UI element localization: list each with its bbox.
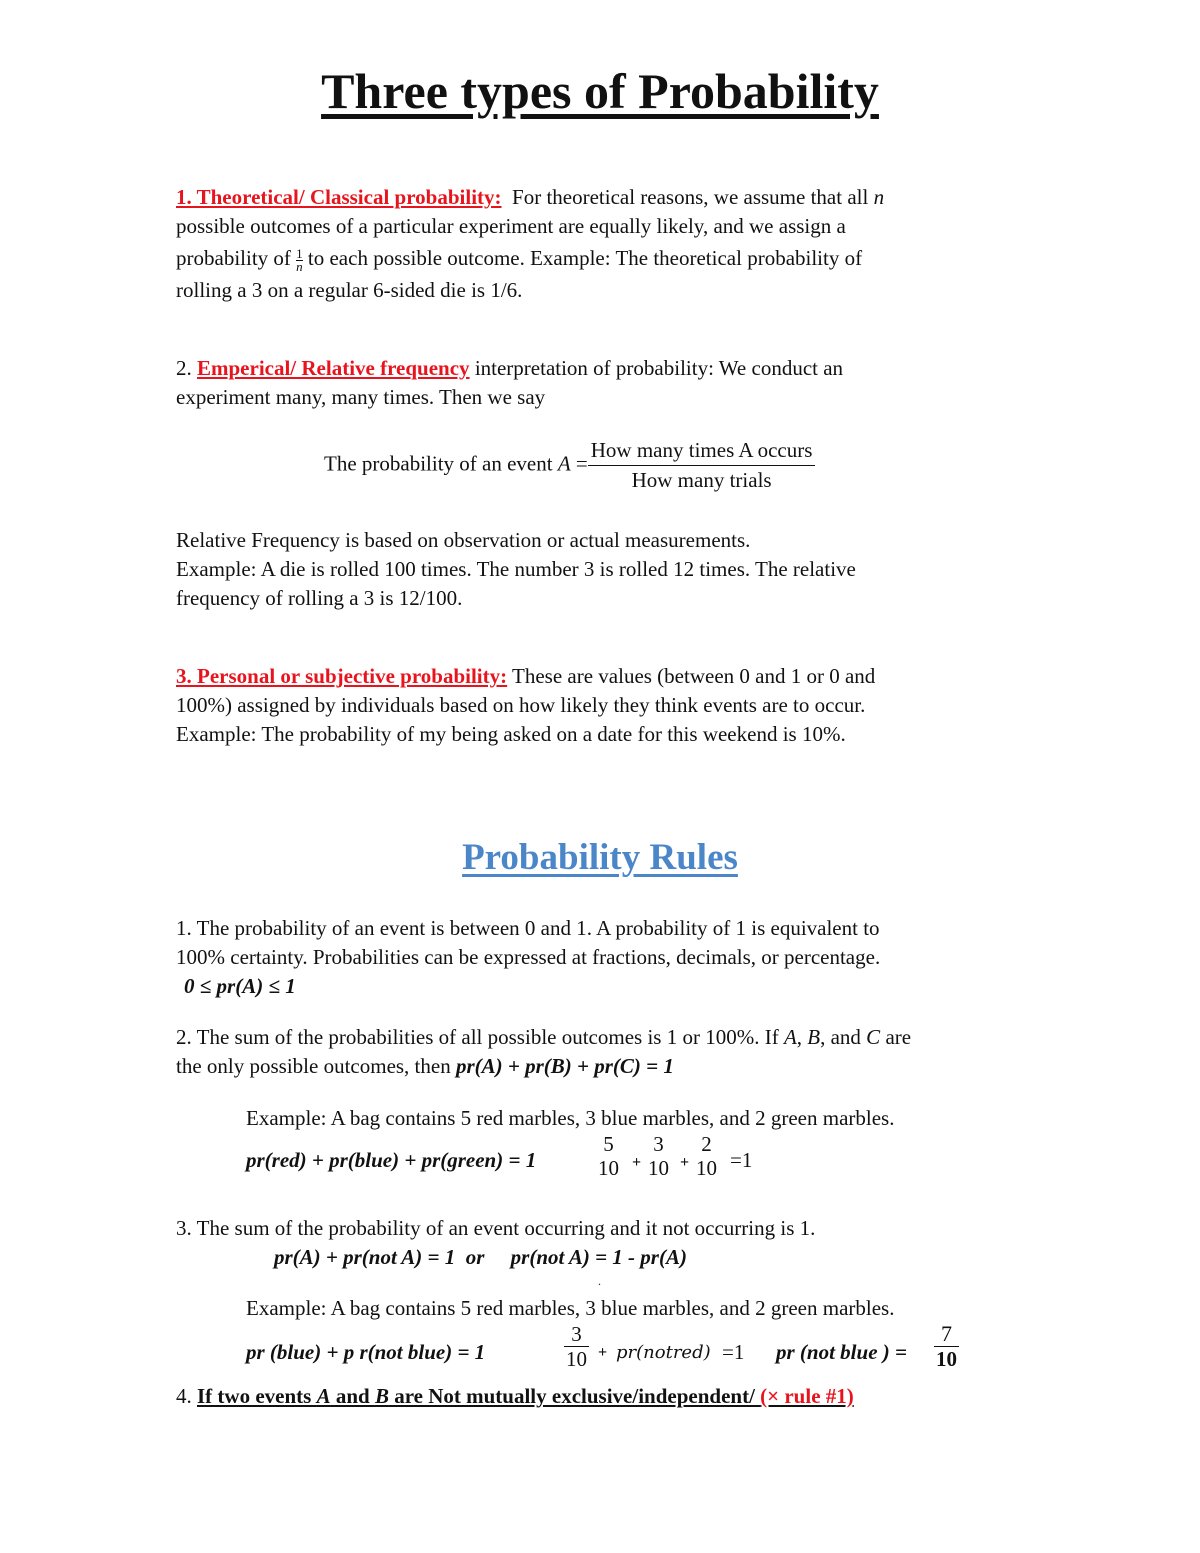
rule-4: 4. If two events A and B are Not mutually exclusive/independent/ (× rule #1) (176, 1384, 854, 1408)
rule-1 (176, 914, 1056, 1001)
rule-3 (176, 1214, 1056, 1272)
rule-1-formula: 0 ≤ pr(A) ≤ 1 (184, 974, 296, 998)
empirical-line-3: Relative Frequency is based on observation or actual measurements. (176, 528, 751, 552)
theoretical-line-3b: to each possible outcome. Example: The theoretical probability of (302, 246, 863, 270)
variable-n: n (873, 185, 885, 209)
empirical-line-4: Example: A die is rolled 100 times. The number 3 is rolled 12 times. The relative (176, 557, 856, 581)
rule-2: 2. The sum of the probabilities of all possible outcomes is 1 or 100%. If A, B, and C are the only possible outcomes, then pr(A) + pr(B) + pr(C) = 1 (176, 1025, 912, 1078)
rule-3-formula: pr(A) + pr(not A) = 1 or pr(not A) = 1 - pr(A) (274, 1245, 687, 1269)
fraction-3-10-b: $\frac{3}{10}$ (566, 1322, 587, 1371)
theoretical-line-3a: probability of (176, 246, 297, 270)
empirical-details (176, 526, 1036, 613)
rule-1-line-2: 100% certainty. Probabilities can be expressed at fractions, decimals, or percentage. (176, 945, 881, 969)
subjective-heading: 3. Personal or subjective probability: (176, 664, 508, 688)
theoretical-line-2: possible outcomes of a particular experiment are equally likely, and we assign a (176, 214, 846, 238)
fraction-one-over-n: $\frac{1}{n}$ (296, 245, 303, 274)
relative-frequency-formula: The probability of an event A = $\frac{\text{How many times A occurs}}{\text{How many trials}}$ (324, 436, 924, 495)
theoretical-heading: 1. Theoretical/ Classical probability: (176, 185, 502, 209)
fraction-7-10: $\frac{7}{10}$ (936, 1321, 957, 1371)
rule-3-line-1: 3. The sum of the probability of an event occurring and it not occurring is 1. (176, 1216, 816, 1240)
empirical-line-2: experiment many, many times. Then we say (176, 385, 546, 409)
rule-3-example-formula: pr (blue) + p r(not blue) = 1 $\frac{3}{10}$ + pr(notred) =1 pr (not blue ) = $\frac{7}{10}$ (246, 1321, 957, 1371)
rule-2-example-formula: pr(red) + pr(blue) + pr(green) = 1 5 10 + 3 10 + 2 10 =1 (246, 1132, 753, 1180)
rule-2-formula: pr(A) + pr(B) + pr(C) = 1 (455, 1054, 674, 1078)
subjective-line-3: Example: The probability of my being asked on a date for this weekend is 10%. (176, 722, 846, 746)
theoretical-line-4: rolling a 3 on a regular 6-sided die is 1/6. (176, 278, 523, 302)
fraction-3-10: 3 10 (648, 1132, 669, 1180)
subjective-line-1: These are values (between 0 and 1 or 0 and (507, 664, 876, 688)
page-title: Three types of Probability (321, 63, 879, 119)
rule-4-red-note: (× rule #1) (760, 1384, 854, 1408)
section-theoretical (176, 183, 1036, 305)
section-empirical: 2. Emperical/ Relative frequency interpretation of probability: We conduct an experiment many, many times. Then we say (176, 354, 1036, 412)
rules-title: Probability Rules (462, 837, 738, 878)
empirical-line-1: interpretation of probability: We conduct an (469, 356, 844, 380)
theoretical-line-1: For theoretical reasons, we assume that all (512, 185, 874, 209)
stray-dot: . (598, 1274, 601, 1288)
rule-4-text: If two events A and B are Not mutually exclusive/independent/ (× rule #1) (197, 1384, 854, 1408)
subjective-line-2: 100%) assigned by individuals based on how likely they think events are to occur. (176, 693, 866, 717)
fraction-5-10: 5 10 (598, 1132, 619, 1180)
section-subjective (176, 662, 1036, 749)
formula-fraction: $\frac{\text{How many times A occurs}}{\text{How many trials}}$ (588, 436, 816, 495)
rule-3-example: Example: A bag contains 5 red marbles, 3 blue marbles, and 2 green marbles. (246, 1296, 895, 1320)
empirical-heading: Emperical/ Relative frequency (197, 356, 470, 380)
rule-1-line-1: 1. The probability of an event is between 0 and 1. A probability of 1 is equivalent to (176, 916, 880, 940)
fraction-2-10: 2 10 (696, 1132, 717, 1180)
empirical-line-5: frequency of rolling a 3 is 12/100. (176, 586, 463, 610)
rule-2-example: Example: A bag contains 5 red marbles, 3 blue marbles, and 2 green marbles. (246, 1106, 895, 1130)
